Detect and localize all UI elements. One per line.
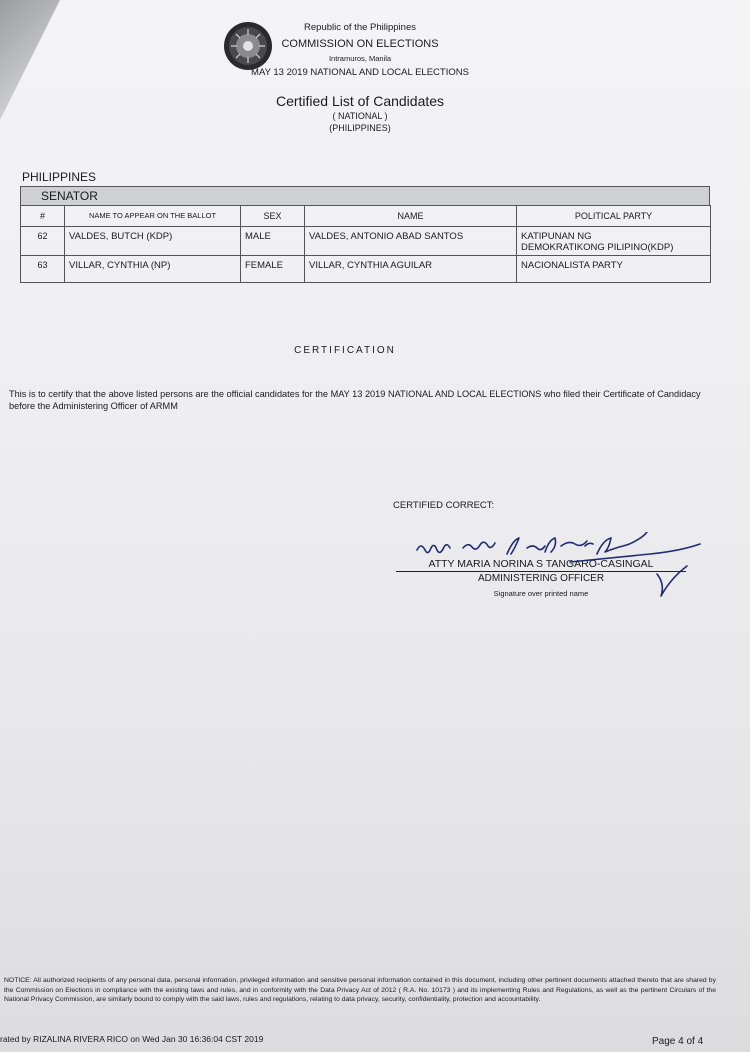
candidate-number: 62 <box>21 227 65 256</box>
candidate-party-line1: KATIPUNAN NG <box>521 231 592 242</box>
privacy-notice: NOTICE: All authorized recipients of any personal data, personal information, privileged information and sensitive personal information contained in this document, including other pertinent documents attached thereto that are shared by the Commission on Elections in compliance with the existing laws and rules, and in conformity with the Data Privacy Act of 2012 ( R.A. No. 10173 ) and its implementing Rules and Regulations, as well as the pertinent Circulars of the National Privacy Commission, are similarly bound to comply with the said laws, rules and regulations, relating to data privacy, security, confidentiality, protection and accountability. <box>4 977 716 1003</box>
candidate-name: VALDES, ANTONIO ABAD SANTOS <box>305 227 517 256</box>
region-label: PHILIPPINES <box>22 170 97 184</box>
candidate-party <box>517 227 711 256</box>
candidates-table-container <box>20 186 710 283</box>
table-header-row <box>21 206 711 227</box>
position-heading: SENATOR <box>20 186 710 205</box>
table-row <box>21 227 711 256</box>
column-header-number: # <box>21 206 65 227</box>
handwritten-signature <box>395 532 715 612</box>
document-subtitle-scope: ( NATIONAL ) <box>332 111 388 121</box>
candidate-sex: FEMALE <box>241 256 305 283</box>
signature-caption: Signature over printed name <box>493 589 589 598</box>
document-title: Certified List of Candidates <box>275 93 445 109</box>
page-number: Page 4 of 4 <box>652 1036 704 1047</box>
column-header-name: NAME <box>305 206 517 227</box>
candidate-name: VILLAR, CYNTHIA AGUILAR <box>305 256 517 283</box>
document-subtitle-region: (PHILIPPINES) <box>329 123 391 133</box>
republic-label: Republic of the Philippines <box>304 22 416 33</box>
election-name: MAY 13 2019 NATIONAL AND LOCAL ELECTIONS <box>251 67 469 78</box>
candidate-party-line1: NACIONALISTA PARTY <box>521 260 623 271</box>
agency-address: Intramuros, Manila <box>328 54 392 63</box>
candidate-number: 63 <box>21 256 65 283</box>
comelec-seal-icon <box>222 20 274 72</box>
candidate-ballot-name: VILLAR, CYNTHIA (NP) <box>65 256 241 283</box>
certified-correct-label: CERTIFIED CORRECT: <box>393 500 495 511</box>
agency-name: COMMISSION ON ELECTIONS <box>281 38 439 50</box>
signer-name: ATTY MARIA NORINA S TANGARO-CASINGAL <box>396 557 686 572</box>
certification-title: CERTIFICATION <box>294 345 396 356</box>
candidate-party-line2: DEMOKRATIKONG PILIPINO(KDP) <box>521 242 674 253</box>
signer-role: ADMINISTERING OFFICER <box>477 573 605 584</box>
column-header-party: POLITICAL PARTY <box>517 206 711 227</box>
candidate-party <box>517 256 711 283</box>
column-header-ballot-name: NAME TO APPEAR ON THE BALLOT <box>65 206 241 227</box>
generated-by-footer: rated by RIZALINA RIVERA RICO on Wed Jan 30 16:36:04 CST 2019 <box>0 1034 264 1044</box>
certification-body: This is to certify that the above listed persons are the official candidates for the MAY 13 2019 NATIONAL AND LOCAL ELECTIONS who filed their Certificate of Candidacy before the Administering Officer of ARMM <box>9 389 701 411</box>
candidate-ballot-name: VALDES, BUTCH (KDP) <box>65 227 241 256</box>
column-header-sex: SEX <box>241 206 305 227</box>
candidate-sex: MALE <box>241 227 305 256</box>
table-row <box>21 256 711 283</box>
candidates-table <box>20 205 711 283</box>
